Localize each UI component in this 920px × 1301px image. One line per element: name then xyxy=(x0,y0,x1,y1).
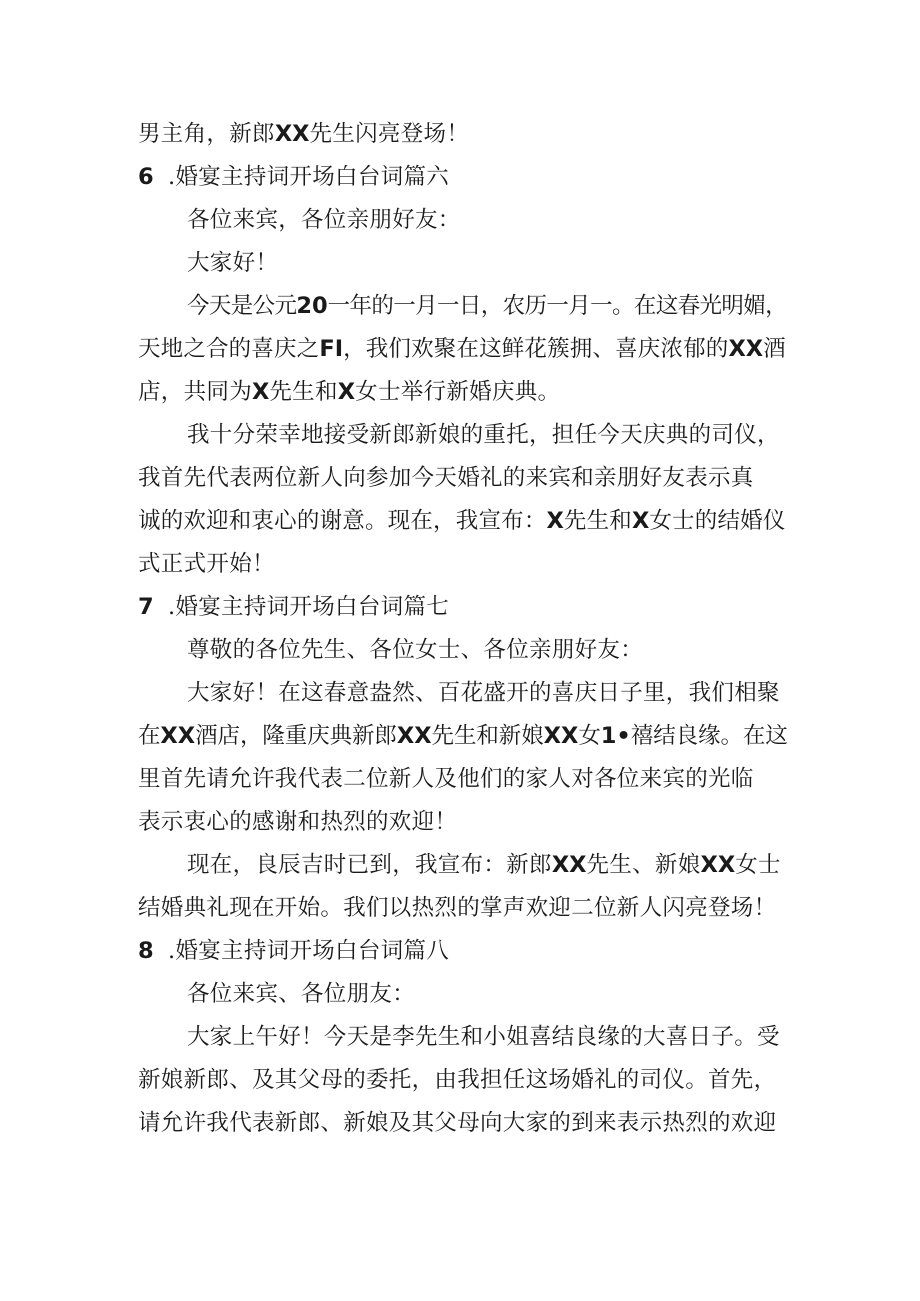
paragraph-line: 表示衷心的感谢和热烈的欢迎！ xyxy=(138,809,458,835)
section-title: .婚宴主持词开场白台词篇八 xyxy=(168,938,450,964)
salutation: 尊敬的各位先生、各位女士、各位亲朋好友： xyxy=(187,637,644,663)
paragraph-line: 我十分荣幸地接受新郎新娘的重托，担任今天庆典的司仪， xyxy=(187,422,780,448)
paragraph-line: 天地之合的喜庆之FI，我们欢聚在这鲜花簇拥、喜庆浓郁的XX酒 xyxy=(138,336,786,362)
paragraph-line: 结婚典礼现在开始。我们以热烈的掌声欢迎二位新人闪亮登场！ xyxy=(138,895,777,921)
paragraph-line: 男主角，新郎XX先生闪亮登场！ xyxy=(138,121,470,147)
paragraph-line: 在XX酒店，隆重庆典新郎XX先生和新娘XX女1•禧结良缘。在这 xyxy=(138,723,788,749)
paragraph-line: 请允许我代表新郎、新娘及其父母向大家的到来表示热烈的欢迎 xyxy=(138,1110,777,1136)
salutation: 各位来宾、各位朋友： xyxy=(187,981,416,1007)
section-number: 8 xyxy=(138,938,154,964)
greeting: 大家好！ xyxy=(187,250,279,276)
section-heading-6 xyxy=(138,157,449,197)
paragraph-line: 现在，良辰吉时已到，我宣布：新郎XX先生、新娘XX女士 xyxy=(187,852,781,878)
paragraph-line: 今天是公元20一年的一月一日，农历一月一。在这春光明媚， xyxy=(187,293,787,319)
salutation: 各位来宾，各位亲朋好友： xyxy=(187,207,461,233)
paragraph-line: 我首先代表两位新人向参加今天婚礼的来宾和亲朋好友表示真 xyxy=(138,465,754,491)
paragraph-line: 式正式开始！ xyxy=(138,551,275,577)
section-title: .婚宴主持词开场白台词篇七 xyxy=(168,594,450,620)
section-heading-7 xyxy=(138,587,449,627)
paragraph-line: 店，共同为X先生和X女士举行新婚庆典。 xyxy=(138,379,561,405)
paragraph-line: 新娘新郎、及其父母的委托，由我担任这场婚礼的司仪。首先， xyxy=(138,1067,777,1093)
paragraph-line: 大家上午好！今天是李先生和小姐喜结良缘的大喜日子。受 xyxy=(187,1024,780,1050)
section-heading-8 xyxy=(138,931,449,971)
paragraph-line: 大家好！在这春意盎然、百花盛开的喜庆日子里，我们相聚 xyxy=(187,680,780,706)
section-title: .婚宴主持词开场白台词篇六 xyxy=(168,164,450,190)
section-number: 7 xyxy=(138,594,154,620)
paragraph-line: 里首先请允许我代表二位新人及他们的家人对各位来宾的光临 xyxy=(138,766,754,792)
section-number: 6 xyxy=(138,164,154,190)
paragraph-line: 诚的欢迎和衷心的谢意。现在，我宣布：X先生和X女士的结婚仪 xyxy=(138,508,786,534)
